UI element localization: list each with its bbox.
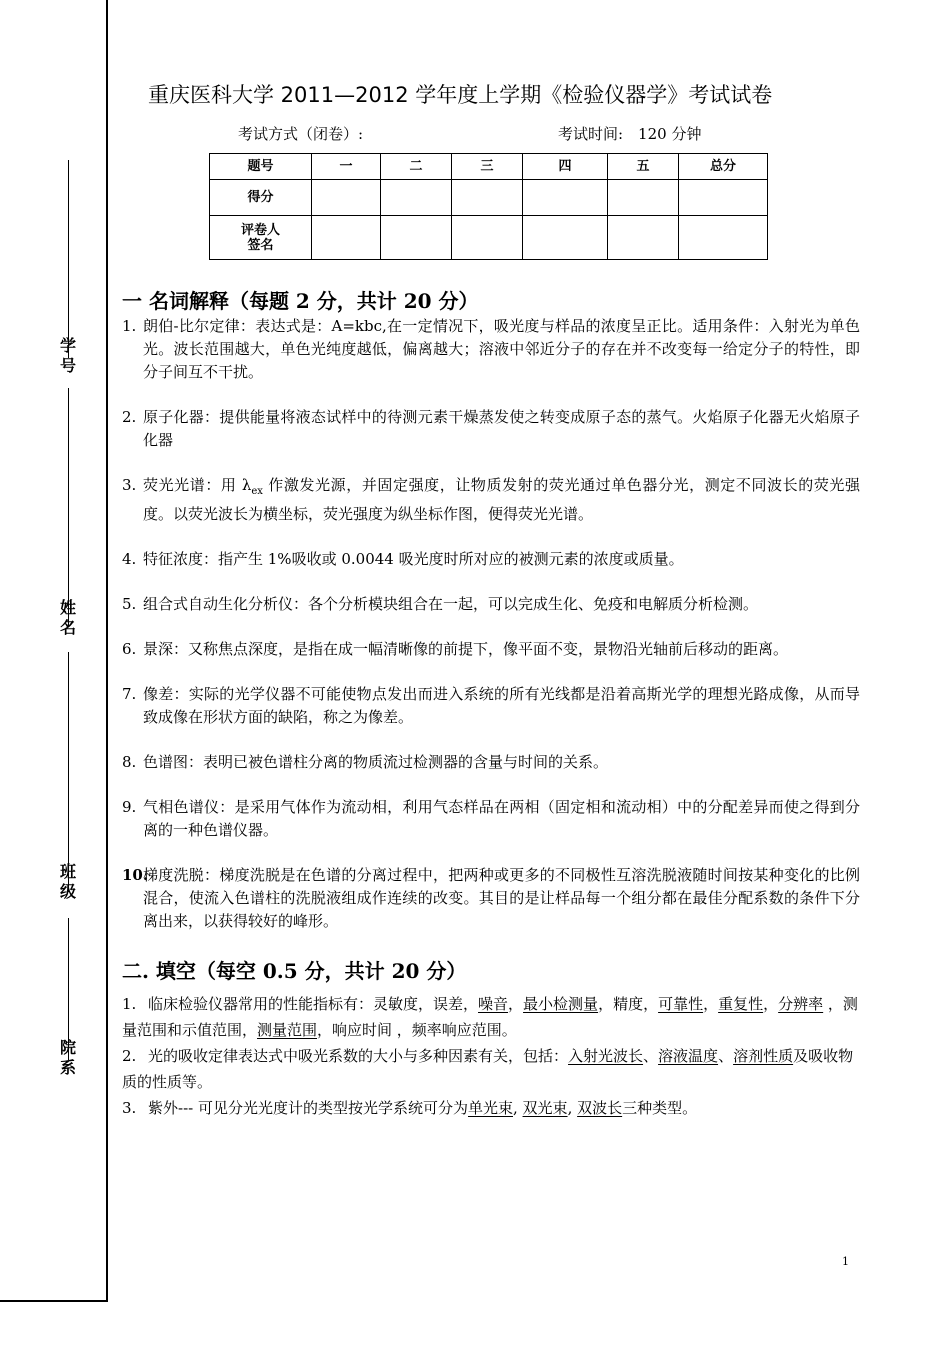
fill-blank-question: 1. 临床检验仪器常用的性能指标有：灵敏度，误差，噪音，最小检测量，精度，可靠性，重复性，分辨率 ，测量范围和示值范围，测量范围，响应时间 ，频率响应范围。 (122, 995, 858, 1039)
definition-item: 1. 朗伯-比尔定律：表达式是：A=kbc,在一定情况下，吸光度与样品的浓度呈正比。适用条件：入射光为单色光。波长范围越大，单色光纯度越低，偏离越大；溶液中邻近分子的存在并不改变每一给定分子的特性，即分子间互不干扰。 (122, 317, 860, 381)
binding-line (68, 652, 69, 892)
score-header-cell: 四 (523, 154, 608, 180)
answer-blank: 最小检测量 (523, 995, 599, 1013)
exam-mode: 考试方式（闭卷）: (238, 125, 364, 143)
score-header-cell: 五 (608, 154, 679, 180)
answer-blank: 双波长 (577, 1099, 623, 1117)
section1-heading: 一 名词解释（每题 2 分，共计 20 分） (122, 289, 479, 313)
score-cell[interactable] (312, 180, 381, 216)
definition-item: 4. 特征浓度：指产生 1%吸收或 0.0044 吸光度时所对应的被测元素的浓度或质量。 (122, 550, 684, 568)
section2-heading: 二. 填空（每空 0.5 分，共计 20 分） (122, 959, 467, 983)
score-cell[interactable] (381, 180, 452, 216)
exam-time: 考试时间: 120 分钟 (558, 125, 702, 143)
binding-label-student-id: 学号 (59, 336, 76, 375)
binding-label-class: 班级 (59, 862, 76, 901)
score-row-label: 得分 (210, 180, 312, 216)
definition-item: 3. 荧光光谱：用 $\lambda_{ex}$ 作激发光源，并固定强度，让物质发射的荧光通过单色器分光，测定不同波长的荧光强度。以荧光波长为横坐标，荧光强度为纵坐标作图，便得荧光光谱。 (122, 476, 860, 523)
score-row-label: 评卷人 签名 (210, 216, 312, 260)
binding-label-department: 院系 (59, 1038, 76, 1077)
answer-blank: 可靠性 (658, 995, 704, 1013)
score-header-cell: 一 (312, 154, 381, 180)
score-cell[interactable] (452, 180, 523, 216)
answer-blank: 分辨率 (778, 995, 824, 1013)
answer-blank: 噪音 (478, 995, 509, 1013)
score-cell[interactable] (608, 180, 679, 216)
score-cell[interactable] (381, 216, 452, 260)
fill-blank-question: 3. 紫外--- 可见分光光度计的类型按光学系统可分为单光束, 双光束, 双波长三种类型。 (122, 1099, 698, 1117)
exam-content (122, 287, 860, 1121)
binding-margin (0, 0, 108, 1302)
answer-blank: 测量范围 (257, 1021, 318, 1039)
binding-line (68, 388, 69, 626)
definition-item: 8. 色谱图：表明已被色谱柱分离的物质流过检测器的含量与时间的关系。 (122, 753, 609, 771)
definition-item: 10. 梯度洗脱：梯度洗脱是在色谱的分离过程中，把两种或更多的不同极性互溶洗脱液随时间按某种变化的比例混合，使流入色谱柱的洗脱液组成作连续的改变。其目的是让样品每一个组分都在最佳分配系数的条件下分离出来，以获得较好的峰形。 (122, 866, 860, 930)
page-number: 1 (842, 1255, 849, 1268)
definition-item: 9. 气相色谱仪：是采用气体作为流动相，利用气态样品在两相（固定相和流动相）中的分配差异而使之得到分离的一种色谱仪器。 (122, 798, 860, 839)
definition-item: 7. 像差：实际的光学仪器不可能使物点发出而进入系统的所有光线都是沿着高斯光学的理想光路成像，从而导致成像在形状方面的缺陷，称之为像差。 (122, 685, 860, 726)
score-table (209, 153, 768, 260)
fill-blank-question: 2. 光的吸收定律表达式中吸光系数的大小与多种因素有关，包括：入射光波长、溶液温度、溶剂性质及吸收物质的性质等。 (122, 1047, 854, 1091)
binding-label-name: 姓名 (59, 598, 76, 637)
definition-item: 2. 原子化器：提供能量将液态试样中的待测元素干燥蒸发使之转变成原子态的蒸气。火焰原子化器无火焰原子化器 (122, 408, 860, 449)
score-cell[interactable] (452, 216, 523, 260)
answer-blank: 溶液温度 (658, 1047, 719, 1065)
answer-blank: 单光束 (467, 1099, 513, 1117)
answer-blank: 溶剂性质 (733, 1047, 794, 1065)
score-header-cell: 总分 (679, 154, 768, 180)
binding-line (68, 160, 69, 358)
score-header-cell: 题号 (210, 154, 312, 180)
score-cell[interactable] (312, 216, 381, 260)
score-cell[interactable] (679, 216, 768, 260)
score-cell[interactable] (523, 216, 608, 260)
exam-title: 重庆医科大学 2011—2012 学年度上学期《检验仪器学》考试试卷 (148, 83, 773, 107)
score-cell[interactable] (679, 180, 768, 216)
answer-blank: 入射光波长 (568, 1047, 644, 1065)
answer-blank: 双光束 (522, 1099, 568, 1117)
score-cell[interactable] (608, 216, 679, 260)
score-header-cell: 三 (452, 154, 523, 180)
definition-item: 6. 景深：又称焦点深度，是指在成一幅清晰像的前提下，像平面不变，景物沿光轴前后移动的距离。 (122, 640, 789, 658)
score-cell[interactable] (523, 180, 608, 216)
definition-item: 5. 组合式自动生化分析仪：各个分析模块组合在一起，可以完成生化、免疫和电解质分析检测。 (122, 595, 759, 613)
score-header-cell: 二 (381, 154, 452, 180)
answer-blank: 重复性 (718, 995, 764, 1013)
